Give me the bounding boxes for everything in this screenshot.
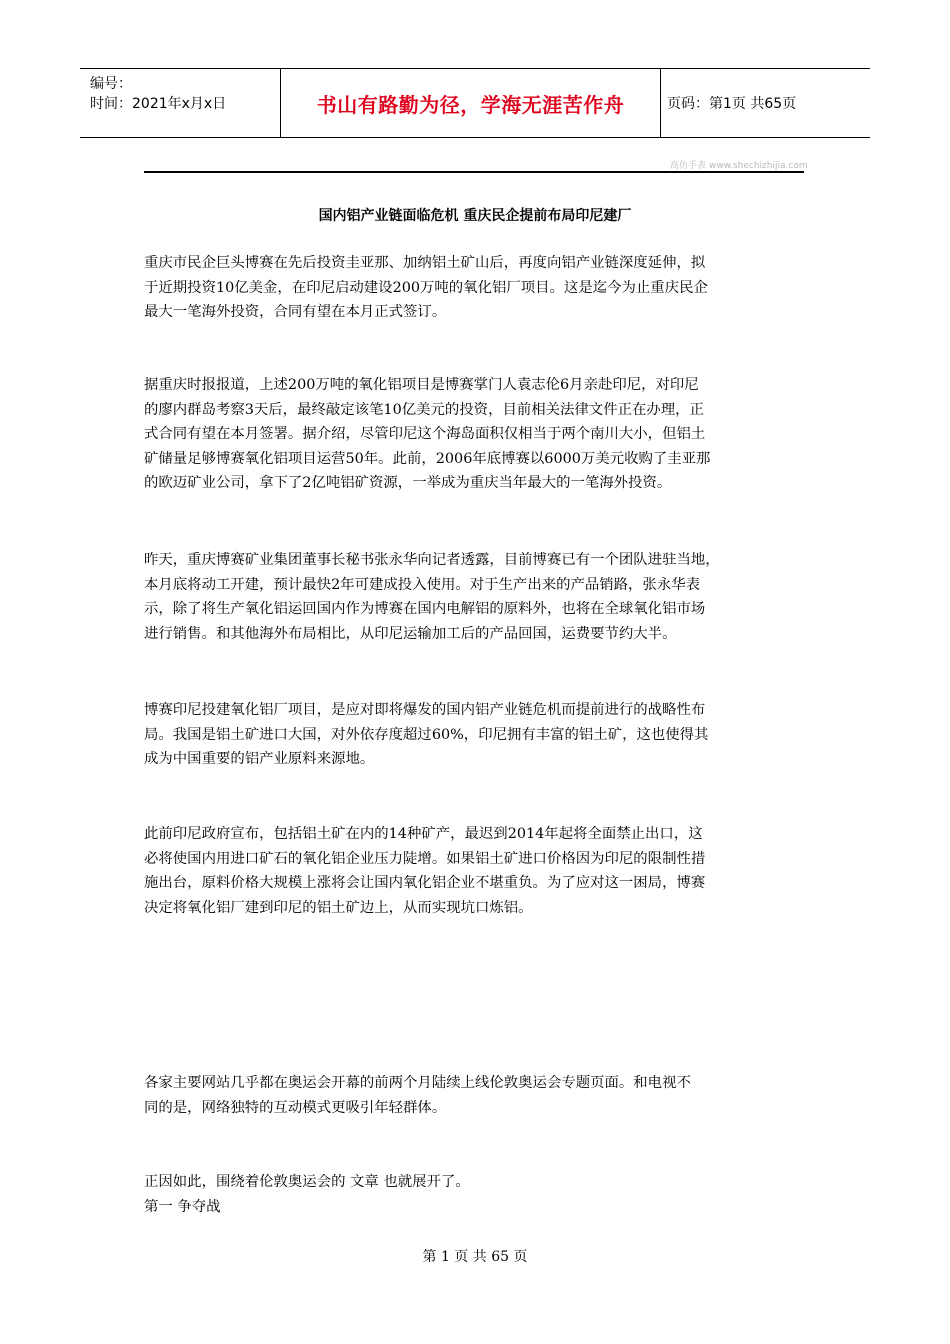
paragraph-line: 的欧迈矿业公司，拿下了2亿吨铝矿资源，一举成为重庆当年最大的一笔海外投资。: [144, 475, 672, 492]
paragraph-line: 矿储量足够博赛氧化铝项目运营50年。此前，2006年底博赛以6000万美元收购了圭亚那: [144, 450, 711, 467]
paragraph-line: 同的是，网络独特的互动模式更吸引年轻群体。: [144, 1099, 447, 1116]
paragraph-line: 重庆市民企巨头博赛在先后投资圭亚那、加纳铝土矿山后，再度向铝产业链深度延伸，拟: [144, 255, 706, 271]
paragraph-line: 第一 争夺战: [144, 1198, 221, 1215]
header-table: [80, 68, 870, 138]
article-title: 国内铝产业链面临危机 重庆民企提前布局印尼建厂: [318, 208, 632, 224]
paragraph-line: 据重庆时报报道，上述200万吨的氧化铝项目是博赛掌门人袁志伦6月亲赴印尼，对印尼: [144, 377, 699, 393]
paragraph-line: 本月底将动工开建，预计最快2年可建成投入使用。对于生产出来的产品销路，张永华表: [144, 576, 701, 593]
paragraph-line: 必将使国内用进口矿石的氧化铝企业压力陡增。如果铝土矿进口价格因为印尼的限制性措: [144, 850, 706, 867]
paragraph-line: 的廖内群岛考察3天后，最终敲定该笔10亿美元的投资，目前相关法律文件正在办理，正: [144, 401, 704, 418]
paragraph-line: 各家主要网站几乎都在奥运会开幕的前两个月陆续上线伦敦奥运会专题页面。和电视不: [144, 1075, 691, 1091]
page-footer: 第 1 页 共 65 页: [422, 1249, 528, 1265]
paragraph-line: 昨天，重庆博赛矿业集团董事长秘书张永华向记者透露，目前博赛已有一个团队进驻当地，: [144, 552, 720, 568]
paragraph-2: [144, 373, 806, 496]
header-rule: [144, 171, 804, 173]
paragraph-line: 成为中国重要的铝产业原料来源地。: [144, 751, 375, 768]
paragraph-4: [144, 698, 806, 772]
paragraph-line: 于近期投资10亿美金，在印尼启动建设200万吨的氧化铝厂项目。这是迄今为止重庆民企: [144, 279, 708, 296]
paragraph-3: [144, 548, 806, 646]
paragraph-6: [144, 1071, 806, 1120]
paragraph-line: 局。我国是铝土矿进口大国，对外依存度超过60%，印尼拥有丰富的铝土矿，这也使得其: [144, 726, 709, 743]
paragraph-5: [144, 822, 806, 920]
paragraph-line: 施出台，原料价格大规模上涨将会让国内氧化铝企业不堪重负。为了应对这一困局，博赛: [144, 875, 706, 892]
motto-text: 书山有路勤为径，学海无涯苦作舟: [316, 92, 625, 117]
header-motto-cell: [280, 69, 661, 137]
header-meta-cell: [80, 69, 280, 137]
paragraph-7: [144, 1170, 806, 1219]
paragraph-1: [144, 251, 806, 325]
paragraph-line: 决定将氧化铝厂建到印尼的铝土矿边上，从而实现坑口炼铝。: [144, 899, 533, 916]
paragraph-line: 此前印尼政府宣布，包括铝土矿在内的14种矿产，最迟到2014年起将全面禁止出口，这: [144, 826, 703, 842]
paragraph-line: 正因如此，围绕着伦敦奥运会的 文章 也就展开了。: [144, 1174, 470, 1190]
date-label: 时间：2021年x月x日: [90, 96, 227, 112]
paragraph-line: 博赛印尼投建氧化铝厂项目，是应对即将爆发的国内铝产业链危机而提前进行的战略性布: [144, 702, 706, 718]
paragraph-line: 式合同有望在本月签署。据介绍，尽管印尼这个海岛面积仅相当于两个南川大小，但铝土: [144, 426, 706, 443]
header-page-cell: [661, 69, 876, 137]
watermark-text: 高仿手表 www.shechizhijia.com: [670, 161, 808, 171]
paragraph-line: 进行销售。和其他海外布局相比，从印尼运输加工后的产品回国，运费要节约大半。: [144, 625, 677, 642]
page-label: 页码：第1页 共65页: [667, 96, 797, 112]
number-label: 编号：: [90, 76, 132, 92]
paragraph-line: 最大一笔海外投资，合同有望在本月正式签订。: [144, 304, 447, 321]
paragraph-line: 示，除了将生产氧化铝运回国内作为博赛在国内电解铝的原料外，也将在全球氧化铝市场: [144, 601, 706, 618]
